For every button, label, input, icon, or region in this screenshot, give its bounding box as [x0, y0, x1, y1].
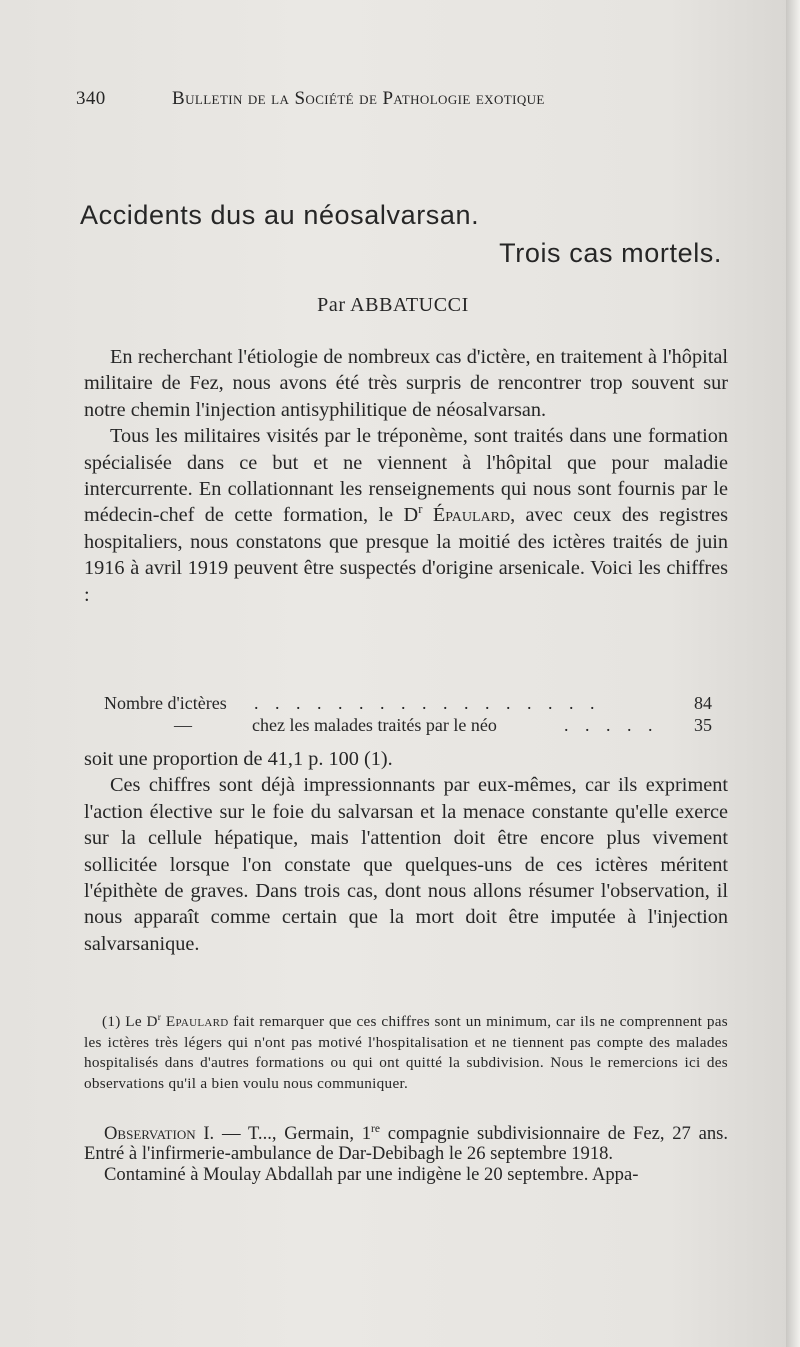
stat-total-value: 84 — [694, 693, 712, 713]
observation-text-b: compagnie subdivisionnaire de Fez, 27 ans. Entré à l'infirmerie-ambulance de Dar-Debibagh le 26 septembre 1918. — [84, 1123, 728, 1165]
paragraph-2-text-a: Tous les militaires visités par le tréponème, sont traités dans une formation spécialisée dans ce but et ne viennent à l'hôpital que pour maladie intercurrente. En collationnant les renseignements qui nous sont fournis par le médecin-chef de cette formation, le D — [84, 425, 728, 527]
journal-title: Bulletin de la Société de Pathologie exotique — [172, 88, 545, 109]
footnote-doctor-name: Epaulard — [165, 1013, 229, 1030]
footnote-1 — [84, 1012, 728, 1094]
company-superscript: re — [371, 1122, 380, 1135]
observation-1 — [84, 1124, 728, 1185]
doctor-superscript: r — [418, 502, 423, 517]
footnote-text-b: fait remarquer que ces chiffres sont un minimum, car ils ne comprennent pas les ictères très légers qui n'ont pas motivé l'hospitalisation et ne tiennent pas compte des malades hospitalisés dans d'autres formations ou qui ont quitté la subdivision. Nous le remercions ici des observations qu'il a bien voulu nous communiquer. — [84, 1013, 728, 1092]
observation-paragraph-1 — [84, 1124, 728, 1165]
paragraph-2-text-b: , avec ceux des registres hospitaliers, nous constatons que presque la moitié des ictères traités de juin 1916 à avril 1919 peuvent être suspectés d'origine arsenicale. Voici les chiffres : — [84, 504, 728, 606]
stat-row-neo — [104, 714, 712, 736]
stat-neo-value: 35 — [694, 715, 712, 735]
stat-neo-leader: . . . . . — [564, 715, 659, 735]
paragraph-1: En recherchant l'étiologie de nombreux cas d'ictère, en traitement à l'hôpital militaire de Fez, nous avons été très surpris de rencontrer trop souvent sur notre chemin l'injection antisyphilitique de néosalvarsan. — [84, 346, 728, 421]
stat-neo-dash: — — [174, 715, 192, 735]
article-title-line-2: Trois cas mortels. — [499, 238, 722, 268]
stat-neo-label: chez les malades traités par le néo — [252, 715, 497, 735]
article-body — [84, 344, 728, 608]
paragraph-3: soit une proportion de 41,1 p. 100 (1). — [84, 748, 393, 770]
footnote-paragraph — [84, 1012, 728, 1094]
paragraph-2 — [84, 423, 728, 608]
observation-paragraph-2: Contaminé à Moulay Abdallah par une indigène le 20 septembre. Appa- — [104, 1163, 639, 1185]
page-number: 340 — [76, 88, 106, 109]
statistics-table — [104, 692, 712, 736]
observation-text-a: — T..., Germain, 1 — [214, 1123, 372, 1144]
stat-row-total — [104, 692, 712, 714]
paragraph-4: Ces chiffres sont déjà impressionnants par eux-mêmes, car ils expriment l'action élective sur le foie du salvarsan et la menace constante qu'elle exerce sur la cellule hépatique, mais l'attention doit être encore plus vivement sollicitée lorsque l'on constate que quelques-uns de ces ictères méritent l'épithète de graves. Dans trois cas, dont nous allons résumer l'observation, il nous apparaît comme certain que la mort doit être imputée à l'injection salvarsanique. — [84, 774, 728, 955]
stat-total-leader: . . . . . . . . . . . . . . . . . — [254, 693, 601, 713]
page-edge — [786, 0, 800, 1347]
article-body-continued — [84, 746, 728, 957]
doctor-name: Épaulard — [432, 504, 511, 527]
article-author: Par ABBATUCCI — [317, 294, 469, 316]
article-title-line-1: Accidents dus au néosalvarsan. — [80, 200, 480, 230]
footnote-text-a: (1) Le D — [102, 1013, 158, 1030]
stat-total-label: Nombre d'ictères — [104, 693, 227, 713]
observation-label: Observation I. — [104, 1123, 215, 1144]
footnote-doctor-superscript: r — [157, 1012, 162, 1023]
